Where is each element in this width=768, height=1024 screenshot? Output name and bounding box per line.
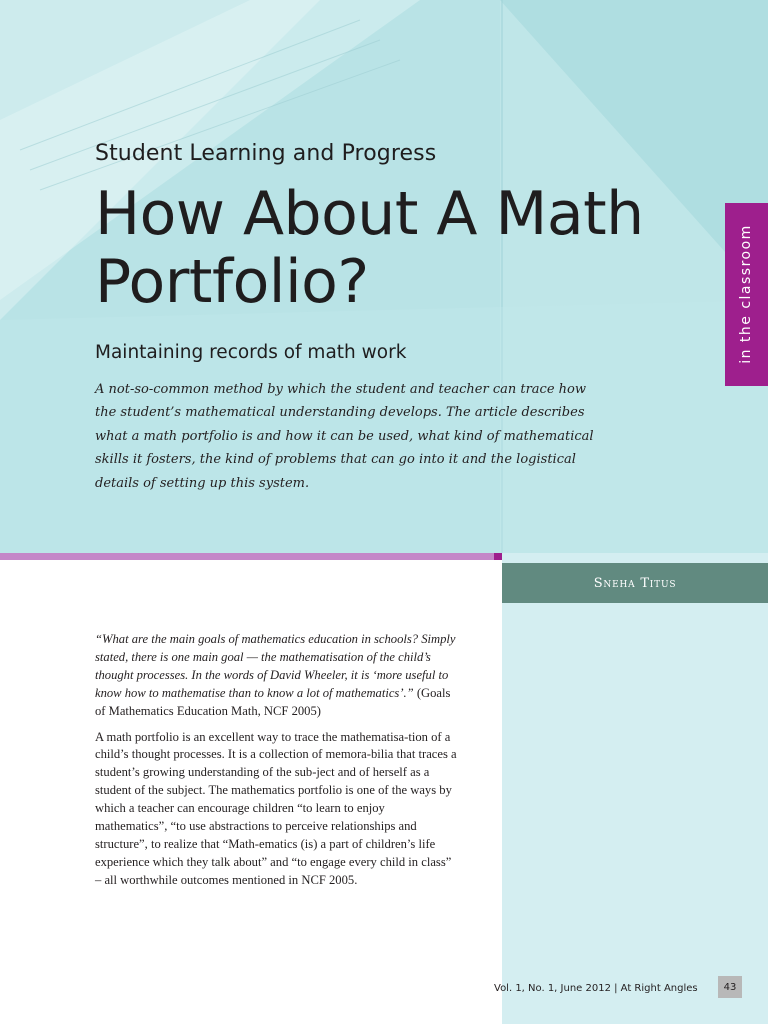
section-kicker: Student Learning and Progress <box>95 141 437 166</box>
author-name: Sneha Titus <box>593 575 677 591</box>
quote-text: “What are the main goals of mathematics education in schools? Simply stated, there is one main goal — the mathematisation of the child’s thought processes. In the words of David Wheeler, it is ‘more useful to know how to mathematise than to know a lot of mathematics’.” <box>95 632 456 700</box>
side-tab-label: in the classroom <box>738 224 754 364</box>
quote-source: (Goals of Mathematics Education Math, NCF 2005) <box>95 685 451 718</box>
article-subtitle: Maintaining records of math work <box>95 342 407 363</box>
footer-issue-info: Vol. 1, No. 1, June 2012 | At Right Angles <box>494 983 698 994</box>
body-paragraph: A math portfolio is an excellent way to trace the mathematisa-tion of a child’s thought processes. It is a collection of memora-bilia that traces a student’s growing understanding of the sub-ject and of herself as a student of the subject. The mathematics portfolio is one of the ways by which a teacher can encourage children “to learn to enjoy mathematics”, “to use abstractions to perceive relationships and structure”, to realize that “Math-ematics (is) a part of children’s life experience which they talk about” and “to engage every child in class” – all worthwhile outcomes mentioned in NCF 2005. <box>95 729 457 887</box>
article-title: How About A Math Portfolio? <box>95 179 644 317</box>
header-divider-accent <box>494 553 502 560</box>
right-margin-column <box>502 553 768 1024</box>
article-abstract: A not-so-common method by which the student and teacher can trace how the student’s mathematical understanding develops. The article describes what a math portfolio is and how it can be used, what kind of mathematical skills it fosters, the kind of problems that can go into it and the logistical details of setting up this system. <box>95 382 594 491</box>
page-number: 43 <box>718 976 742 998</box>
section-side-tab <box>725 203 768 386</box>
author-bar <box>502 563 768 603</box>
article-body <box>95 631 458 890</box>
header-divider <box>0 553 502 560</box>
opening-quote <box>95 631 458 721</box>
